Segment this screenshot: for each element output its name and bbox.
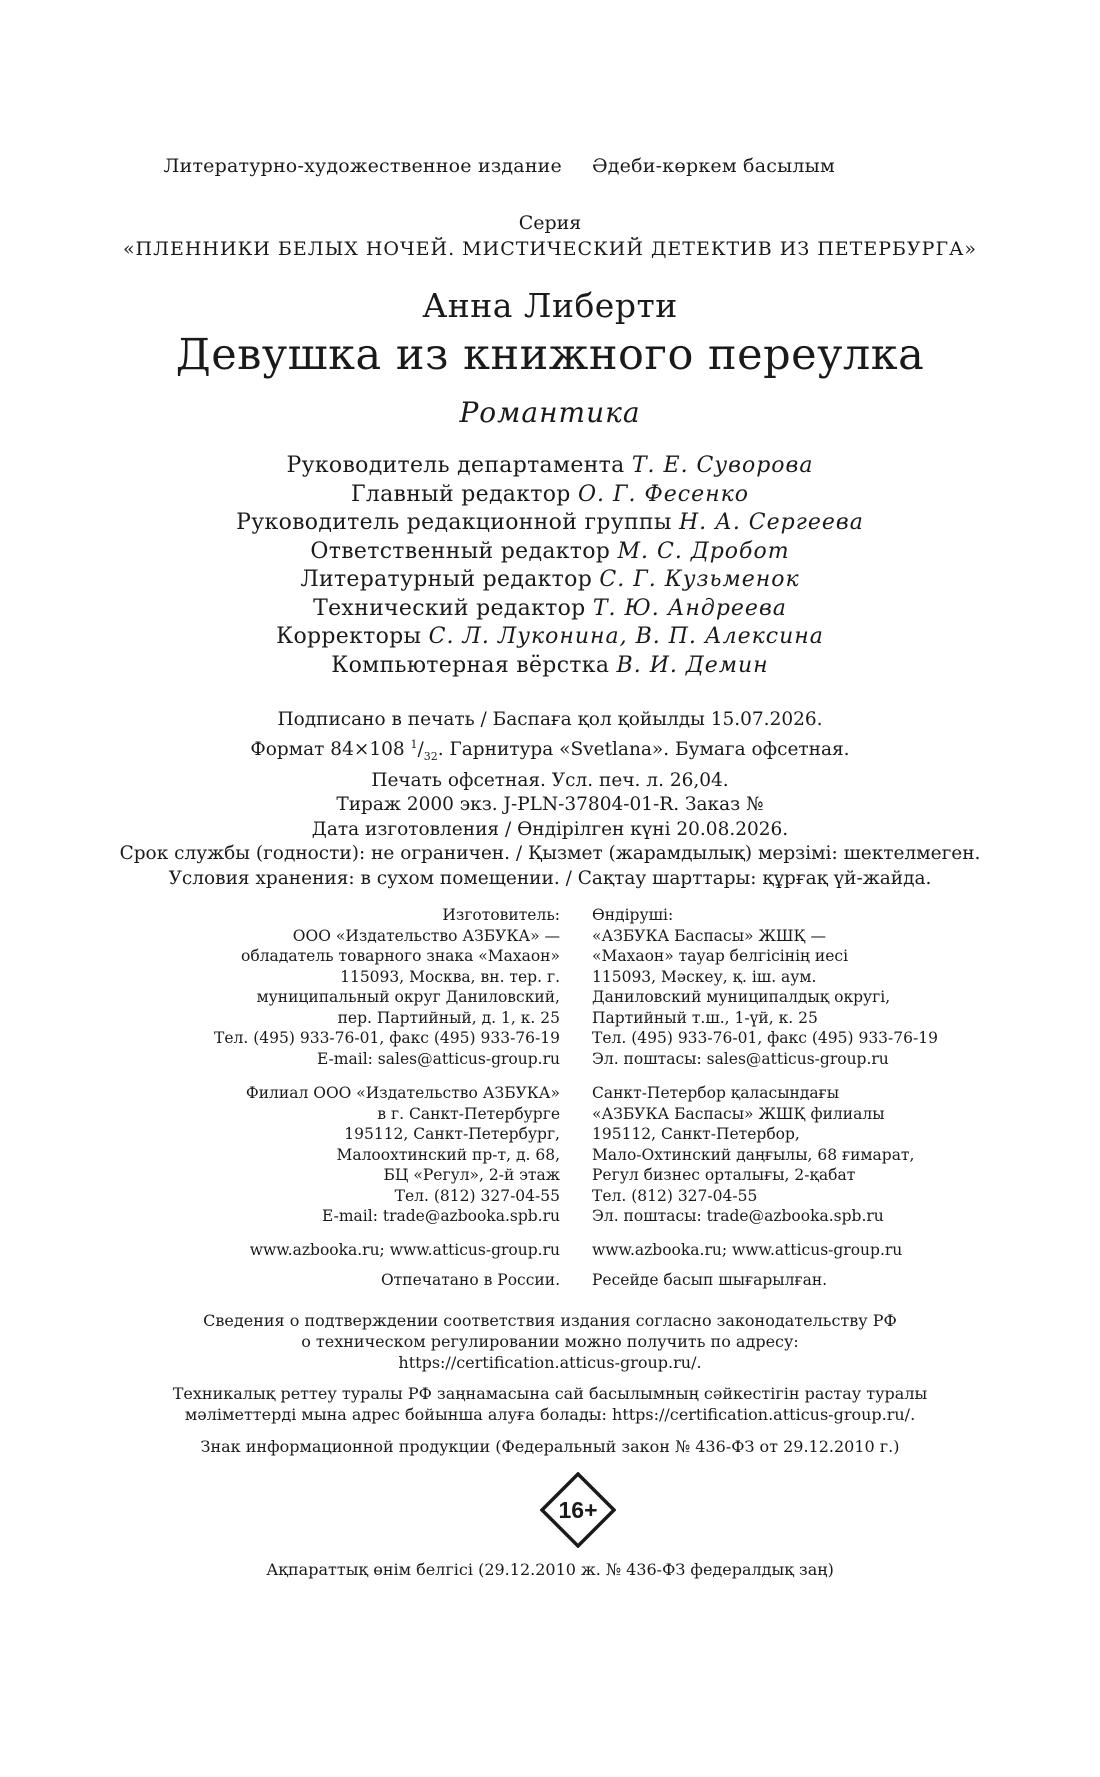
maker-kz-line: Даниловский муниципалдық округі, xyxy=(592,988,891,1006)
branch-ru-line: 195112, Санкт-Петербург, xyxy=(344,1125,560,1143)
printed-in-ru: Отпечатано в России. xyxy=(380,1271,560,1289)
maker-ru-line: пер. Партийный, д. 1, к. 25 xyxy=(337,1008,560,1027)
branch-ru-line: E-mail: trade@azbooka.spb.ru xyxy=(322,1207,560,1225)
staff-role: Главный редактор xyxy=(350,481,571,507)
print-press: Печать офсетная. Усл. печ. л. 26,04. xyxy=(371,769,729,791)
staff-role: Литературный редактор xyxy=(300,567,593,592)
staff-row xyxy=(0,652,1100,681)
websites-ru: www.azbooka.ru; www.atticus-group.ru xyxy=(249,1241,560,1259)
info-sign-ru: Знак информационной продукции (Федеральный закон № 436-ФЗ от 29.12.2010 г.) xyxy=(200,1437,900,1456)
series-label: Серия xyxy=(518,212,582,234)
maker-kz-line: Партийный т.ш., 1-үй, к. 25 xyxy=(592,1008,818,1027)
info-sign-kz: Ақпараттық өнім белгісі (29.12.2010 ж. № 436-ФЗ федералдық заң) xyxy=(266,1560,834,1579)
age-rating-badge xyxy=(540,1472,616,1548)
staff-role: Технический редактор xyxy=(313,595,586,621)
print-made-date: Дата изготовления / Өндірілген күні 20.08.2026. xyxy=(311,818,789,840)
staff-row xyxy=(0,566,1100,595)
staff-name: С. Л. Луконина, В. П. Алексина xyxy=(428,624,824,649)
maker-kz-line: «Махаон» тауар белгісінің иесі xyxy=(592,947,849,965)
cert-kz-line: Техникалық реттеу туралы РФ заңнамасына сай басылымның сәйкестігін растау туралы xyxy=(172,1384,928,1403)
maker-ru-line: Тел. (495) 933-76-01, факс (495) 933-76-19 xyxy=(214,1029,560,1047)
format-suffix: . Гарнитура «Svetlana». Бумага офсетная. xyxy=(437,738,850,760)
format-numerator: 1 xyxy=(410,737,418,751)
staff-row xyxy=(0,623,1100,652)
staff-role: Компьютерная вёрстка xyxy=(331,652,610,678)
staff-name: М. С. Дробот xyxy=(617,538,790,564)
branch-kz-line: «АЗБУКА Баспасы» ЖШҚ филиалы xyxy=(592,1104,885,1123)
format-slash: / xyxy=(417,738,424,760)
staff-name: Т. Е. Суворова xyxy=(631,453,814,478)
staff-role: Ответственный редактор xyxy=(310,538,611,564)
cert-ru-line: о техническом регулировании можно получить по адресу: xyxy=(301,1332,799,1351)
maker-kz-line: Тел. (495) 933-76-01, факс (495) 933-76-19 xyxy=(592,1029,938,1047)
staff-list xyxy=(0,452,1100,680)
branch-kz-line: Эл. поштасы: trade@azbooka.spb.ru xyxy=(592,1207,884,1225)
series-name: «ПЛЕННИКИ БЕЛЫХ НОЧЕЙ. МИСТИЧЕСКИЙ ДЕТЕКТИВ ИЗ ПЕТЕРБУРГА» xyxy=(122,238,978,260)
book-author: Анна Либерти xyxy=(422,286,678,325)
staff-role: Корректоры xyxy=(276,624,422,649)
staff-name: О. Г. Фесенко xyxy=(577,481,750,507)
maker-kz-line: 115093, Мәскеу, қ. іш. аум. xyxy=(592,967,817,986)
book-title: Девушка из книжного переулка xyxy=(175,330,925,380)
certification-kz xyxy=(0,1383,1100,1425)
format-denominator: 32 xyxy=(423,749,438,763)
staff-row xyxy=(0,452,1100,481)
maker-kz-line: «АЗБУКА Баспасы» ЖШҚ — xyxy=(592,926,826,945)
cert-kz-line: мәліметтерді мына адрес бойынша алуға болады: https://certification.atticus-group.ru/. xyxy=(184,1405,916,1424)
edition-type-kz: Әдеби-көркем басылым xyxy=(592,155,835,177)
branch-ru xyxy=(246,1083,560,1227)
maker-ru-line: обладатель товарного знака «Махаон» xyxy=(241,947,560,965)
staff-row xyxy=(0,538,1100,567)
branch-kz-line: Санкт-Петербор қаласындағы xyxy=(592,1084,840,1102)
maker-ru-line: Изготовитель: xyxy=(442,906,560,924)
branch-kz-line: Регул бизнес орталығы, 2-қабат xyxy=(592,1166,856,1184)
branch-ru-line: БЦ «Регул», 2-й этаж xyxy=(383,1166,560,1184)
branch-kz-line: 195112, Санкт-Петербор, xyxy=(592,1125,800,1143)
maker-kz-line: Эл. поштасы: sales@atticus-group.ru xyxy=(592,1049,889,1068)
print-signed: Подписано в печать / Баспаға қол қойылды 15.07.2026. xyxy=(277,709,823,730)
maker-kz-line: Өндіруші: xyxy=(592,906,674,924)
staff-role: Руководитель редакционной группы xyxy=(236,510,672,535)
staff-row xyxy=(0,595,1100,624)
certification-ru xyxy=(0,1310,1100,1373)
format-prefix: Формат 84×108 xyxy=(250,738,411,760)
cert-ru-line: Сведения о подтверждении соответствия издания согласно законодательству РФ xyxy=(203,1311,897,1330)
age-rating-diamond-icon xyxy=(540,1472,616,1548)
staff-name: С. Г. Кузьменок xyxy=(599,567,800,592)
staff-role: Руководитель департамента xyxy=(286,453,625,478)
websites-kz: www.azbooka.ru; www.atticus-group.ru xyxy=(592,1241,903,1259)
print-details xyxy=(0,708,1100,891)
print-storage: Условия хранения: в сухом помещении. / Сақтау шарттары: құрғақ үй-жайда. xyxy=(168,867,932,889)
maker-ru xyxy=(214,905,560,1069)
branch-kz-line: Тел. (812) 327-04-55 xyxy=(592,1186,758,1205)
maker-ru-line: E-mail: sales@atticus-group.ru xyxy=(316,1049,560,1068)
staff-row xyxy=(0,481,1100,510)
age-rating-text: 16+ xyxy=(558,1497,598,1523)
maker-kz xyxy=(592,905,938,1069)
branch-kz-line: Мало-Охтинский даңғылы, 68 ғимарат, xyxy=(592,1145,915,1164)
branch-ru-line: Тел. (812) 327-04-55 xyxy=(394,1186,560,1205)
branch-kz xyxy=(592,1083,914,1227)
maker-ru-line: 115093, Москва, вн. тер. г. xyxy=(340,967,560,986)
book-genre: Романтика xyxy=(459,396,641,429)
staff-name: Н. А. Сергеева xyxy=(678,510,864,535)
staff-name: В. И. Демин xyxy=(616,652,769,678)
maker-ru-line: муниципальный округ Даниловский, xyxy=(256,988,560,1006)
print-run: Тираж 2000 экз. J-PLN-37804-01-R. Заказ № xyxy=(336,794,764,816)
maker-ru-line: ООО «Издательство АЗБУКА» — xyxy=(292,926,560,945)
branch-ru-line: Малоохтинский пр-т, д. 68, xyxy=(336,1145,560,1164)
edition-type-ru: Литературно-художественное издание xyxy=(163,155,562,177)
staff-name: Т. Ю. Андреева xyxy=(592,595,787,621)
print-service-life: Срок службы (годности): не ограничен. / Қызмет (жарамдылық) мерзімі: шектелмеген. xyxy=(119,843,981,865)
branch-ru-line: в г. Санкт-Петербурге xyxy=(377,1104,560,1123)
branch-ru-line: Филиал ООО «Издательство АЗБУКА» xyxy=(245,1084,560,1102)
cert-ru-line: https://certification.atticus-group.ru/. xyxy=(398,1353,702,1372)
staff-row xyxy=(0,509,1100,538)
printed-in-kz: Ресейде басып шығарылған. xyxy=(592,1271,828,1289)
print-format xyxy=(0,733,1100,769)
